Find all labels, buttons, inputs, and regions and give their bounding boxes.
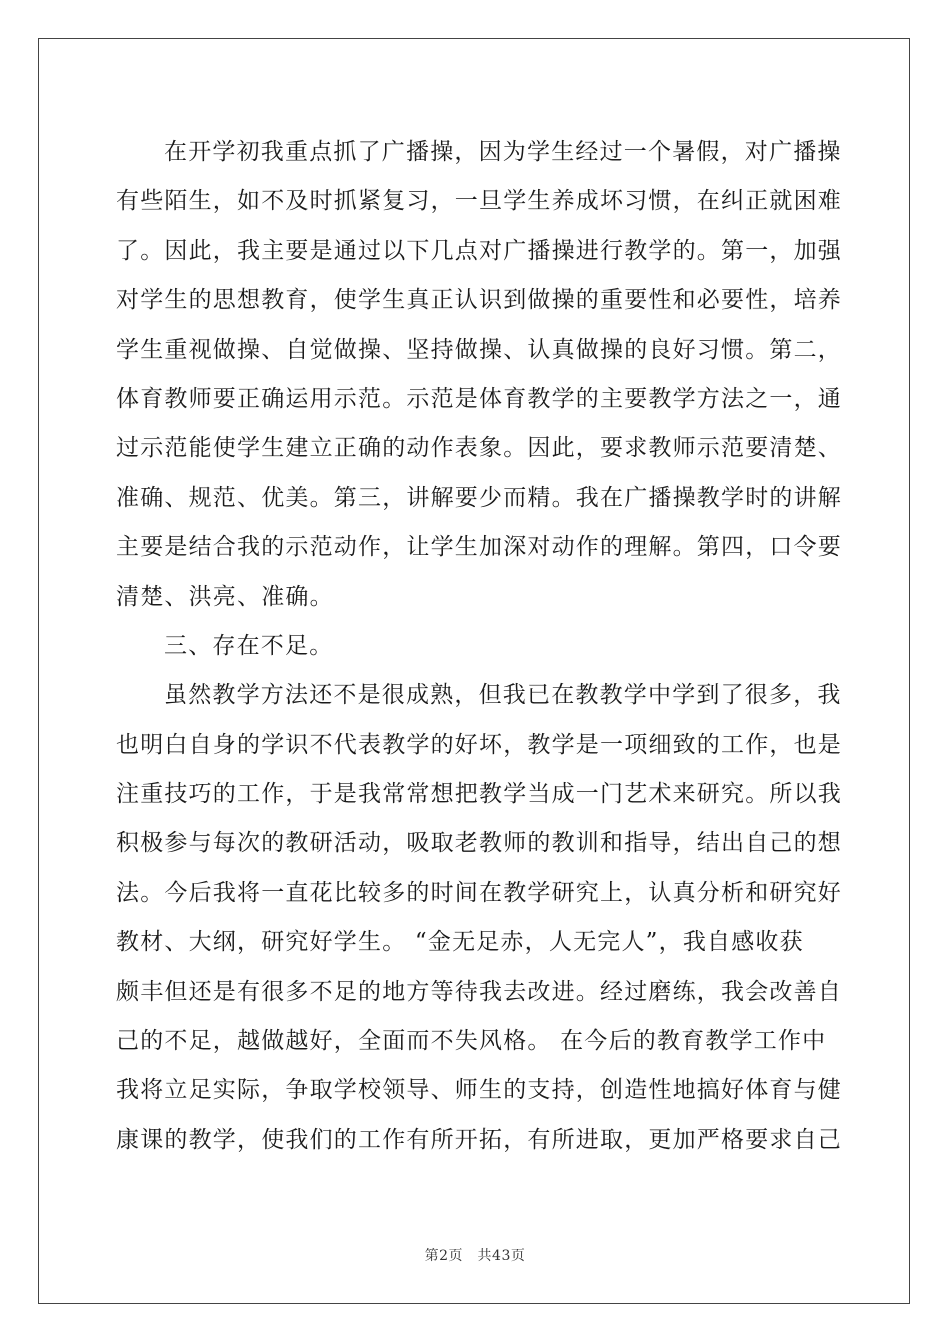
text-line: 三、存在不足。 [164, 632, 334, 659]
text-line: 有些陌生，如不及时抓紧复习，一旦学生养成坏习惯，在纠正就困难 [116, 188, 842, 215]
text-line: 康课的教学，使我们的工作有所开拓，有所进取，更加严格要求自己 [116, 1126, 842, 1153]
text-line: 主要是结合我的示范动作，让学生加深对动作的理解。第四，口令要 [116, 534, 842, 561]
text-line: 学生重视做操、自觉做操、坚持做操、认真做操的良好习惯。第二， [116, 336, 842, 363]
text-line: 我将立足实际，争取学校领导、师生的支持，创造性地搞好体育与健 [116, 1077, 842, 1104]
text-line: 注重技巧的工作，于是我常常想把教学当成一门艺术来研究。所以我 [116, 781, 842, 808]
text-line: 己的不足，越做越好，全面而不失风格。 在今后的教育教学工作中 [116, 1028, 827, 1055]
text-line: 在开学初我重点抓了广播操，因为学生经过一个暑假，对广播操 [164, 139, 842, 165]
text-line: 了。因此，我主要是通过以下几点对广播操进行教学的。第一，加强 [116, 237, 842, 264]
text-line: 法。今后我将一直花比较多的时间在教学研究上，认真分析和研究好 [116, 879, 842, 906]
page-number: 第2页 共43页 [424, 1248, 526, 1264]
text-line: 颇丰但还是有很多不足的地方等待我去改进。经过磨练，我会改善自 [116, 978, 842, 1005]
text-line: 积极参与每次的教研活动，吸取老教师的教训和指导，结出自己的想 [116, 830, 842, 857]
text-line: 体育教师要正确运用示范。示范是体育教学的主要教学方法之一，通 [116, 385, 842, 412]
text-line: 虽然教学方法还不是很成熟，但我已在教教学中学到了很多，我 [164, 682, 842, 709]
text-line: 也明白自身的学识不代表教学的好坏，教学是一项细致的工作，也是 [116, 731, 842, 758]
text-line: 清楚、洪亮、准确。 [116, 583, 334, 610]
text-line: 准确、规范、优美。第三，讲解要少而精。我在广播操教学时的讲解 [116, 484, 842, 511]
text-line: 对学生的思想教育，使学生真正认识到做操的重要性和必要性，培养 [116, 287, 842, 314]
text-line: 教材、大纲，研究好学生。 “金无足赤，人无完人”，我自感收获 [116, 929, 804, 956]
text-line: 过示范能使学生建立正确的动作表象。因此，要求教师示范要清楚、 [116, 435, 842, 462]
document-body [116, 128, 842, 1165]
